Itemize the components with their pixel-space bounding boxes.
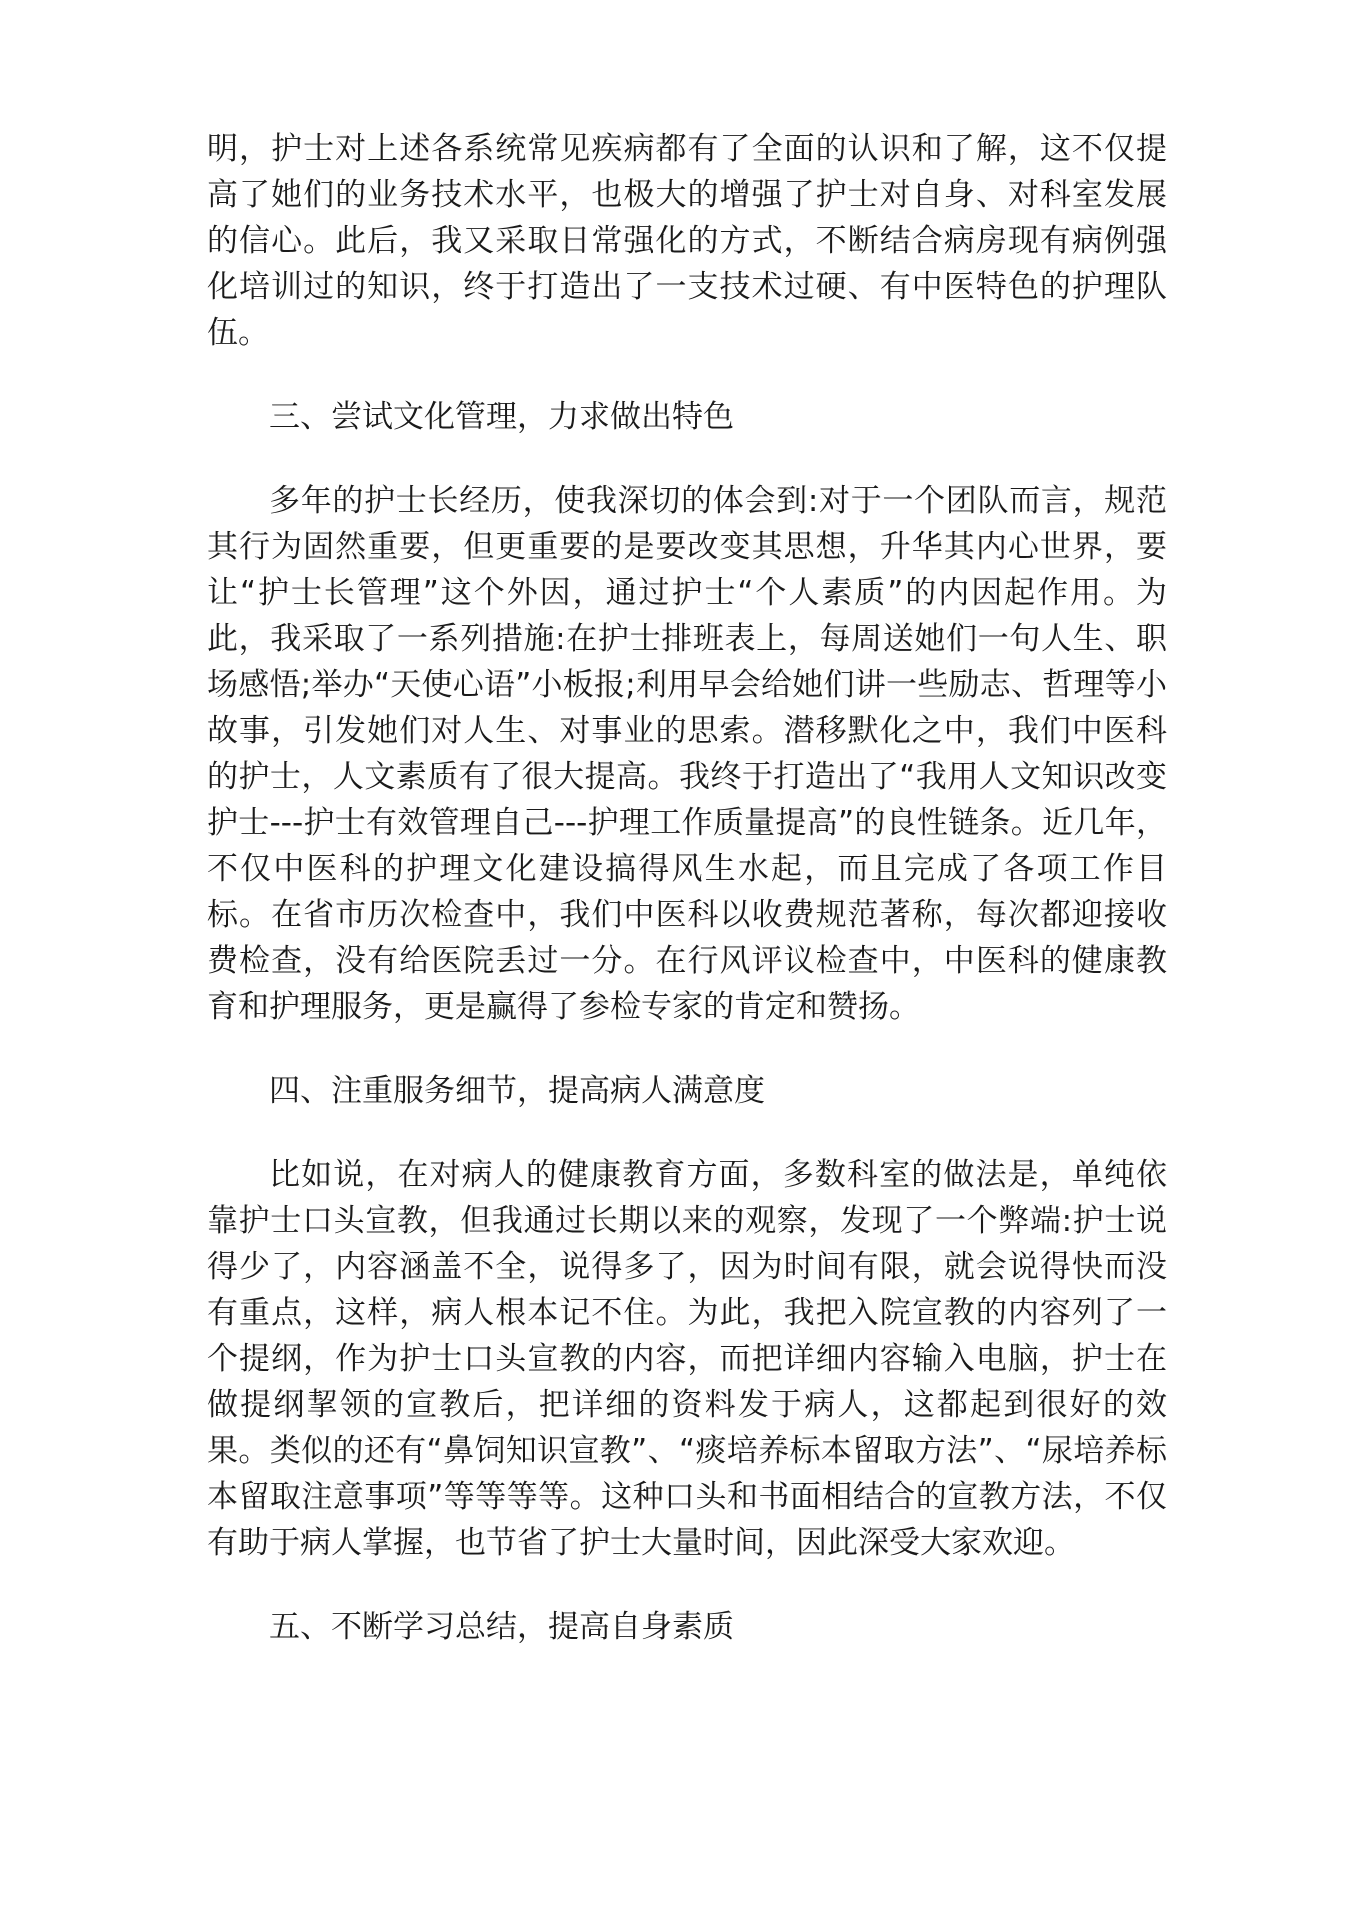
body-paragraph: 比如说，在对病人的健康教育方面，多数科室的做法是，单纯依靠护士口头宣教，但我通过长期以来的观察，发现了一个弊端:护士说得少了，内容涵盖不全，说得多了，因为时间有限，就会说得快而没有重点，这样，病人根本记不住。为此，我把入院宣教的内容列了一个提纲，作为护士口头宣教的内容，而把详细内容输入电脑，护士在做提纲挈领的宣教后，把详细的资料发于病人，这都起到很好的效果。类似的还有“鼻饲知识宣教”、“痰培养标本留取方法”、“尿培养标本留取注意事项”等等等等。这种口头和书面相结合的宣教方法，不仅有助于病人掌握，也节省了护士大量时间，因此深受大家欢迎。 bbox=[207, 1157, 1167, 1561]
document-body bbox=[207, 126, 1167, 1688]
body-paragraph: 明，护士对上述各系统常见疾病都有了全面的认识和了解，这不仅提高了她们的业务技术水平，也极大的增强了护士对自身、对科室发展的信心。此后，我又采取日常强化的方式，不断结合病房现有病例强化培训过的知识，终于打造出了一支技术过硬、有中医特色的护理队伍。 bbox=[207, 131, 1167, 351]
section-heading: 三、尝试文化管理，力求做出特色 bbox=[269, 399, 734, 435]
section-heading: 四、注重服务细节，提高病人满意度 bbox=[269, 1073, 765, 1109]
body-paragraph: 多年的护士长经历，使我深切的体会到:对于一个团队而言，规范其行为固然重要，但更重要的是要改变其思想，升华其内心世界，要让“护士长管理”这个外因，通过护士“个人素质”的内因起作用。为此，我采取了一系列措施:在护士排班表上，每周送她们一句人生、职场感悟;举办“天使心语”小板报;利用早会给她们讲一些励志、哲理等小故事，引发她们对人生、对事业的思索。潜移默化之中，我们中医科的护士，人文素质有了很大提高。我终于打造出了“我用人文知识改变护士---护士有效管理自己---护理工作质量提高”的良性链条。近几年，不仅中医科的护理文化建设搞得风生水起，而且完成了各项工作目标。在省市历次检查中，我们中医科以收费规范著称，每次都迎接收费检查，没有给医院丢过一分。在行风评议检查中，中医科的健康教育和护理服务，更是赢得了参检专家的肯定和赞扬。 bbox=[207, 483, 1167, 1025]
section-heading: 五、不断学习总结，提高自身素质 bbox=[269, 1609, 734, 1645]
